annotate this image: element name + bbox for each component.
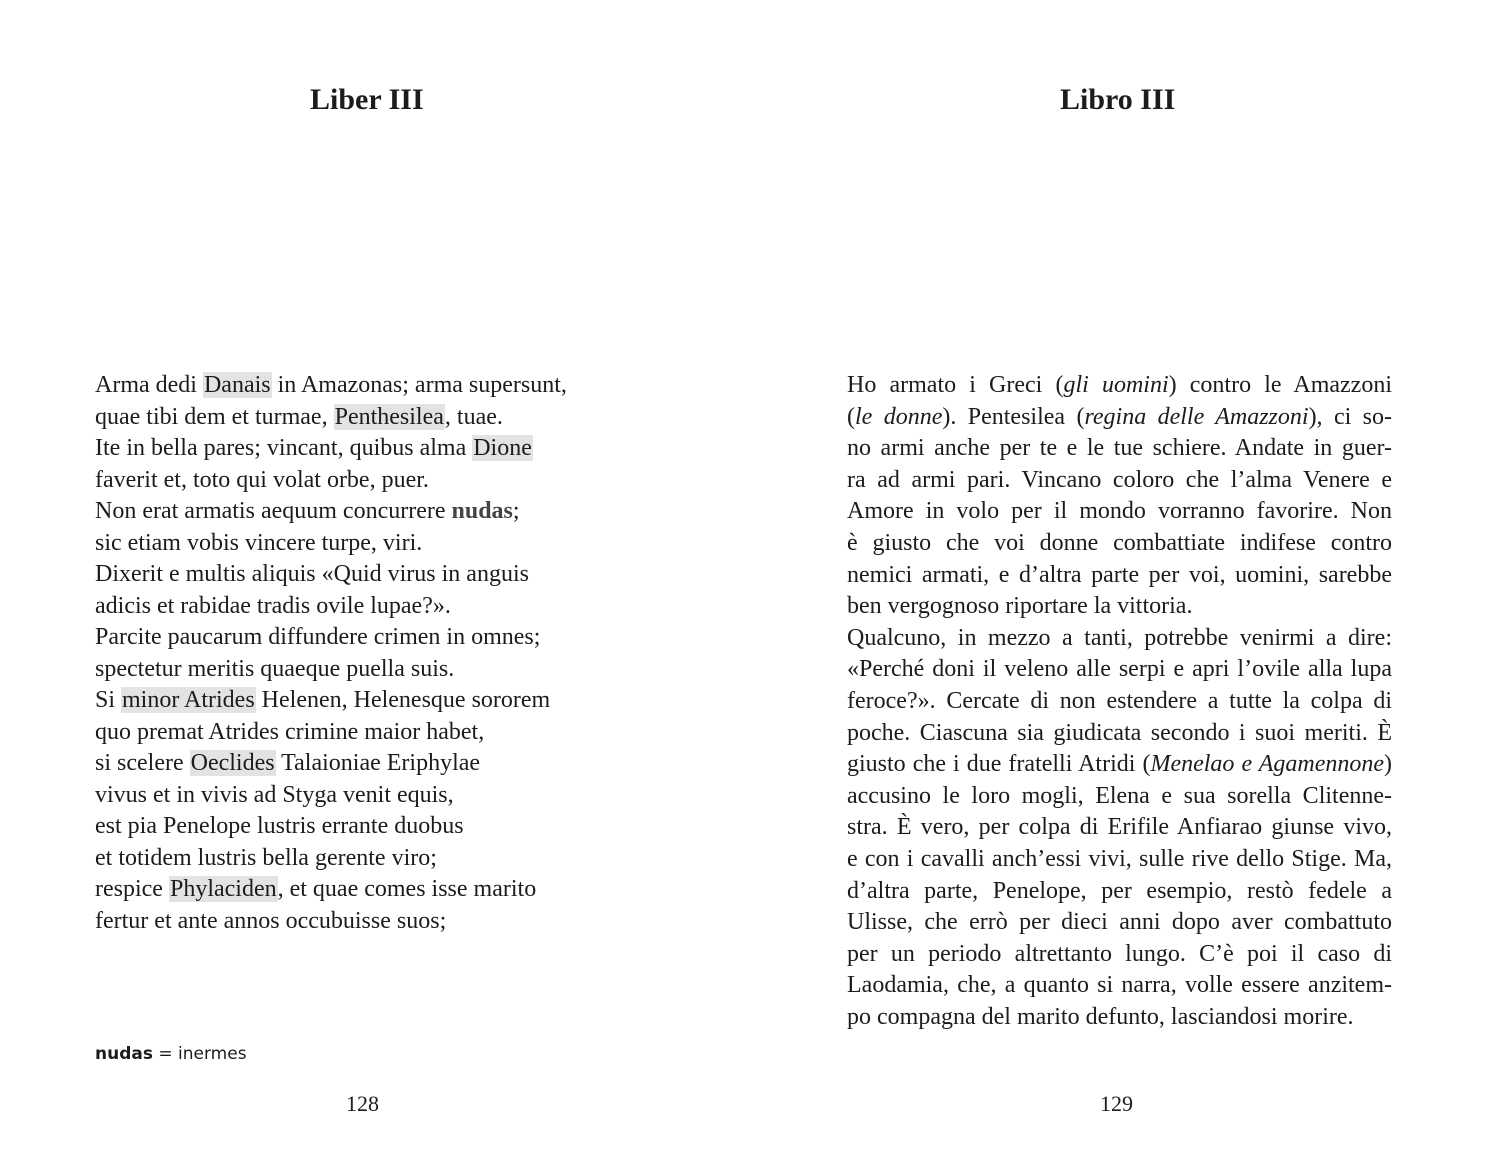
- verse-line: [95, 811, 655, 843]
- verse-line: [95, 528, 655, 560]
- translation-text: feroce?». Cercate di non estendere a tutte la colpa di: [847, 687, 1392, 714]
- highlighted-name: Oeclides: [190, 750, 275, 776]
- translation-line: [847, 939, 1392, 971]
- translation-line: [847, 749, 1392, 781]
- verse-text: Dixerit e multis aliquis «Quid virus in anguis: [95, 561, 529, 587]
- verse-text: Si: [95, 687, 122, 713]
- translation-text: po compagna del marito defunto, lasciandosi morire.: [847, 1003, 1354, 1030]
- right-page: [750, 0, 1500, 1172]
- latin-verses: [95, 370, 655, 937]
- verse-text: et totidem lustris bella gerente viro;: [95, 844, 437, 871]
- translation-line: [847, 402, 1392, 434]
- translation-text: ) contro le Amazzoni: [1168, 372, 1392, 398]
- verse-line: [95, 780, 655, 812]
- translation-text: «Perché doni il veleno alle serpi e apri l’ovile alla lupa: [847, 656, 1392, 683]
- translation-text: d’altra parte, Penelope, per esempio, restò fedele a: [847, 877, 1392, 904]
- verse-line: [95, 874, 655, 906]
- verse-line: [95, 748, 655, 780]
- verse-text: Talaioniae Eriphylae: [275, 750, 481, 776]
- highlighted-name: Phylaciden: [169, 876, 277, 902]
- translation-text: stra. È vero, per colpa di Erifile Anfiarao giunse vivo,: [847, 814, 1392, 841]
- translation-line: [847, 718, 1392, 750]
- translation-line: [847, 876, 1392, 908]
- translation-text: giusto che i due fratelli Atridi (: [847, 751, 1151, 778]
- verse-text: spectetur meritis quaeque puella suis.: [95, 655, 455, 682]
- verse-line: [95, 465, 655, 497]
- italian-translation: [847, 370, 1392, 1033]
- translation-line: [847, 686, 1392, 718]
- footnote-gloss: [95, 1042, 247, 1066]
- verse-line: [95, 717, 655, 749]
- translation-line: [847, 970, 1392, 1002]
- verse-text: ;: [512, 498, 520, 524]
- highlighted-name: minor Atrides: [122, 687, 255, 713]
- verse-text: Helenen, Helenesque sororem: [255, 687, 551, 713]
- translation-line: [847, 654, 1392, 686]
- translation-text: e con i cavalli anch’essi vivi, sulle rive dello Stige. Ma,: [847, 845, 1392, 872]
- translation-line: [847, 907, 1392, 939]
- translation-line: [847, 781, 1392, 813]
- translation-text: ): [1384, 751, 1392, 778]
- verse-line: [95, 685, 655, 717]
- verse-line: [95, 433, 655, 465]
- gloss-definition: inermes: [178, 1044, 247, 1064]
- verse-text: fertur et ante annos occubuisse suos;: [95, 907, 447, 934]
- verse-text: respice: [95, 876, 169, 902]
- translation-text: ra ad armi pari. Vincano coloro che l’alma Venere e: [847, 466, 1392, 493]
- translation-text: Amore in volo per il mondo vorranno favorire. Non: [847, 498, 1392, 525]
- gloss-separator: =: [152, 1044, 179, 1064]
- translation-line: [847, 433, 1392, 465]
- verse-text: quae tibi dem et turmae,: [95, 403, 334, 430]
- translation-text: Qualcuno, in mezzo a tanti, potrebbe venirmi a dire:: [847, 624, 1392, 651]
- translation-text: poche. Ciascuna sia giudicata secondo i suoi meriti. È: [847, 719, 1392, 746]
- verse-line: [95, 591, 655, 623]
- verse-line: [95, 496, 655, 528]
- translation-text: nemici armati, e d’altra parte per voi, uomini, sarebbe: [847, 561, 1392, 588]
- verse-line: [95, 906, 655, 938]
- verse-line: [95, 654, 655, 686]
- translation-line: [847, 1002, 1392, 1034]
- translation-text: è giusto che voi donne combattiate indifese contro: [847, 529, 1392, 556]
- translation-text: (: [847, 403, 855, 430]
- verse-line: [95, 402, 655, 434]
- italic-note: gli uomini: [1063, 372, 1169, 398]
- verse-text: Parcite paucarum diffundere crimen in omnes;: [95, 624, 541, 650]
- glossed-word: nudas: [451, 498, 513, 524]
- verse-text: vivus et in vivis ad Styga venit equis,: [95, 781, 454, 808]
- translation-line: [847, 812, 1392, 844]
- verse-text: faverit et, toto qui volat orbe, puer.: [95, 466, 429, 493]
- highlighted-name: Dione: [473, 435, 532, 461]
- verse-text: in Amazonas; arma supersunt,: [271, 372, 567, 398]
- translation-line: [847, 465, 1392, 497]
- translation-line: [847, 591, 1392, 623]
- verse-text: sic etiam vobis vincere turpe, viri.: [95, 529, 423, 556]
- translation-text: Ho armato i Greci (: [847, 372, 1064, 398]
- verse-text: est pia Penelope lustris errante duobus: [95, 813, 464, 839]
- verse-line: [95, 559, 655, 591]
- left-page-title: Liber III: [310, 83, 424, 116]
- verse-line: [95, 843, 655, 875]
- verse-text: Non erat armatis aequum concurrere: [95, 498, 452, 524]
- translation-line: [847, 496, 1392, 528]
- verse-text: Ite in bella pares; vincant, quibus alma: [95, 435, 473, 461]
- translation-text: Ulisse, che errò per dieci anni dopo aver combattuto: [847, 909, 1392, 936]
- italic-note: Menelao e Agamennone: [1150, 751, 1384, 778]
- translation-text: no armi anche per te e le tue schiere. Andate in guer-: [847, 435, 1392, 462]
- highlighted-name: Danais: [203, 372, 271, 398]
- verse-line: [95, 622, 655, 654]
- gloss-term: nudas: [95, 1044, 153, 1064]
- highlighted-name: Penthesilea: [334, 403, 444, 430]
- verse-text: adicis et rabidae tradis ovile lupae?».: [95, 592, 451, 619]
- translation-line: [847, 370, 1392, 402]
- italic-note: le donne: [855, 403, 943, 430]
- translation-text: per un periodo altrettanto lungo. C’è poi il caso di: [847, 940, 1392, 967]
- translation-line: [847, 623, 1392, 655]
- translation-text: Laodamia, che, a quanto si narra, volle essere anzitem-: [847, 972, 1392, 999]
- verse-text: , et quae comes isse marito: [277, 876, 537, 902]
- left-page-number: 128: [346, 1091, 379, 1116]
- translation-text: accusino le loro mogli, Elena e sua sorella Clitenne-: [847, 782, 1392, 809]
- italic-note: regina delle Amazzoni: [1084, 403, 1309, 430]
- verse-text: quo premat Atrides crimine maior habet,: [95, 718, 485, 745]
- right-page-title: Libro III: [1060, 83, 1176, 116]
- translation-line: [847, 560, 1392, 592]
- right-page-number: 129: [1100, 1091, 1133, 1116]
- translation-line: [847, 528, 1392, 560]
- translation-text: ), ci so-: [1308, 403, 1392, 430]
- translation-text: ). Pentesilea (: [942, 403, 1085, 430]
- verse-text: Arma dedi: [95, 372, 203, 398]
- verse-text: si scelere: [95, 750, 190, 776]
- verse-text: , tuae.: [444, 403, 503, 430]
- verse-line: [95, 370, 655, 402]
- translation-text: ben vergognoso riportare la vittoria.: [847, 593, 1193, 620]
- translation-line: [847, 844, 1392, 876]
